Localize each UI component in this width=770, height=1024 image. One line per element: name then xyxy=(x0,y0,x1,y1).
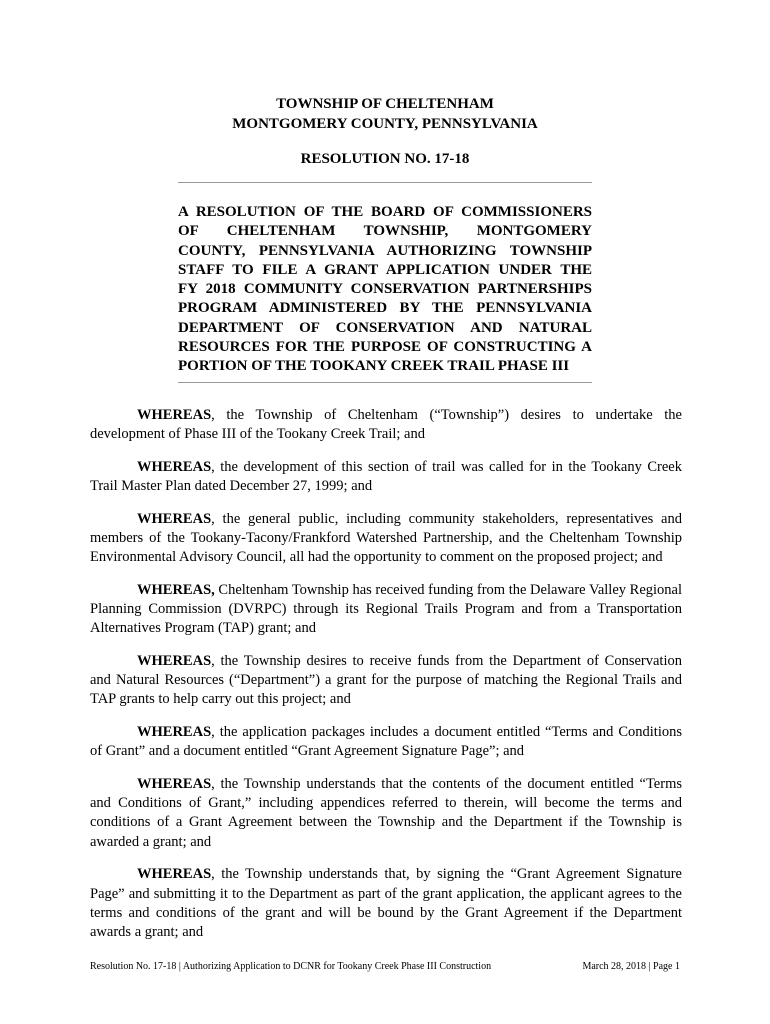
title-line: COUNTY, PENNSYLVANIA AUTHORIZING TOWNSHIP xyxy=(178,242,592,259)
paragraph-text: Cheltenham Township has received funding from the Delaware Valley Regional Planning Commission (DVRPC) through its Regional Trails Program and from a Transportation Alternatives Program (TAP) grant; and xyxy=(90,581,682,637)
resolution-title xyxy=(178,203,592,377)
paragraph-text: , the application packages includes a document entitled “Terms and Conditions of Grant” and a document entitled “Grant Agreement Signature Page”; and xyxy=(90,724,682,760)
paragraph-text: , the general public, including community stakeholders, representatives and members of the Tookany-Tacony/Frankford Watershed Partnership, and the Cheltenham Township Environmental Advisory Council, all had the opportunity to comment on the proposed project; and xyxy=(90,510,682,566)
paragraph-text: , the Township understands that, by signing the “Grant Agreement Signature Page” and submitting it to the Department as part of the grant application, the applicant agrees to the terms and conditions of the grant and will be bound by the Grant Agreement if the Department awards a grant; and xyxy=(90,866,682,940)
whereas-lead: WHEREAS xyxy=(137,510,212,527)
paragraph-text: , the Township understands that the contents of the document entitled “Terms and Conditions of Grant,” including appendices referred to therein, will become the terms and conditions of a Grant Agreement between the Township and the Department if the Township is awarded a grant; and xyxy=(90,776,682,850)
title-line: PORTION OF THE TOOKANY CREEK TRAIL PHASE III xyxy=(178,358,570,375)
whereas-paragraph xyxy=(90,652,682,710)
recitals xyxy=(90,406,682,956)
whereas-paragraph xyxy=(90,581,682,639)
title-line: FY 2018 COMMUNITY CONSERVATION PARTNERSHIPS xyxy=(178,281,592,298)
whereas-lead: WHEREAS xyxy=(137,866,212,883)
title-line: A RESOLUTION OF THE BOARD OF COMMISSIONERS xyxy=(178,204,592,220)
whereas-lead: WHEREAS, xyxy=(137,581,215,598)
title-line: DEPARTMENT OF CONSERVATION AND NATURAL xyxy=(178,319,592,336)
title-line: RESOURCES FOR THE PURPOSE OF CONSTRUCTING A xyxy=(178,339,592,356)
whereas-lead: WHEREAS xyxy=(137,407,212,423)
whereas-lead: WHEREAS xyxy=(137,458,212,475)
whereas-lead: WHEREAS xyxy=(137,776,212,793)
bottom-divider xyxy=(178,382,592,383)
resolution-number: RESOLUTION NO. 17-18 xyxy=(300,151,470,167)
paragraph-text: , the Township desires to receive funds from the Department of Conservation and Natural Resources (“Department”) a grant for the purpose of matching the Regional Trails and TAP grants to help carry out this project; and xyxy=(90,653,682,708)
whereas-paragraph xyxy=(90,775,682,852)
township-heading: TOWNSHIP OF CHELTENHAM xyxy=(276,96,494,112)
whereas-lead: WHEREAS xyxy=(137,724,212,741)
footer-date-page: March 28, 2018 | Page 1 xyxy=(582,961,680,972)
whereas-paragraph xyxy=(90,723,682,761)
paragraph-text: , the development of this section of trail was called for in the Tookany Creek Trail Master Plan dated December 27, 1999; and xyxy=(90,458,682,495)
title-line: PROGRAM ADMINISTERED BY THE PENNSYLVANIA xyxy=(178,300,592,317)
title-line: STAFF TO FILE A GRANT APPLICATION UNDER THE xyxy=(178,261,592,278)
paragraph-text: , the Township of Cheltenham (“Township”) desires to undertake the development of Phase III of the Tookany Creek Trail; and xyxy=(90,407,682,443)
whereas-paragraph xyxy=(90,510,682,568)
title-line: OF CHELTENHAM TOWNSHIP, MONTGOMERY xyxy=(178,223,592,240)
whereas-paragraph xyxy=(90,865,682,942)
whereas-paragraph xyxy=(90,406,682,444)
whereas-paragraph xyxy=(90,458,682,496)
footer-document-reference: Resolution No. 17-18 | Authorizing Application to DCNR for Tookany Creek Phase III Construction xyxy=(90,961,492,972)
top-divider xyxy=(178,182,592,183)
whereas-lead: WHEREAS xyxy=(137,653,212,670)
county-heading: MONTGOMERY COUNTY, PENNSYLVANIA xyxy=(232,116,538,132)
